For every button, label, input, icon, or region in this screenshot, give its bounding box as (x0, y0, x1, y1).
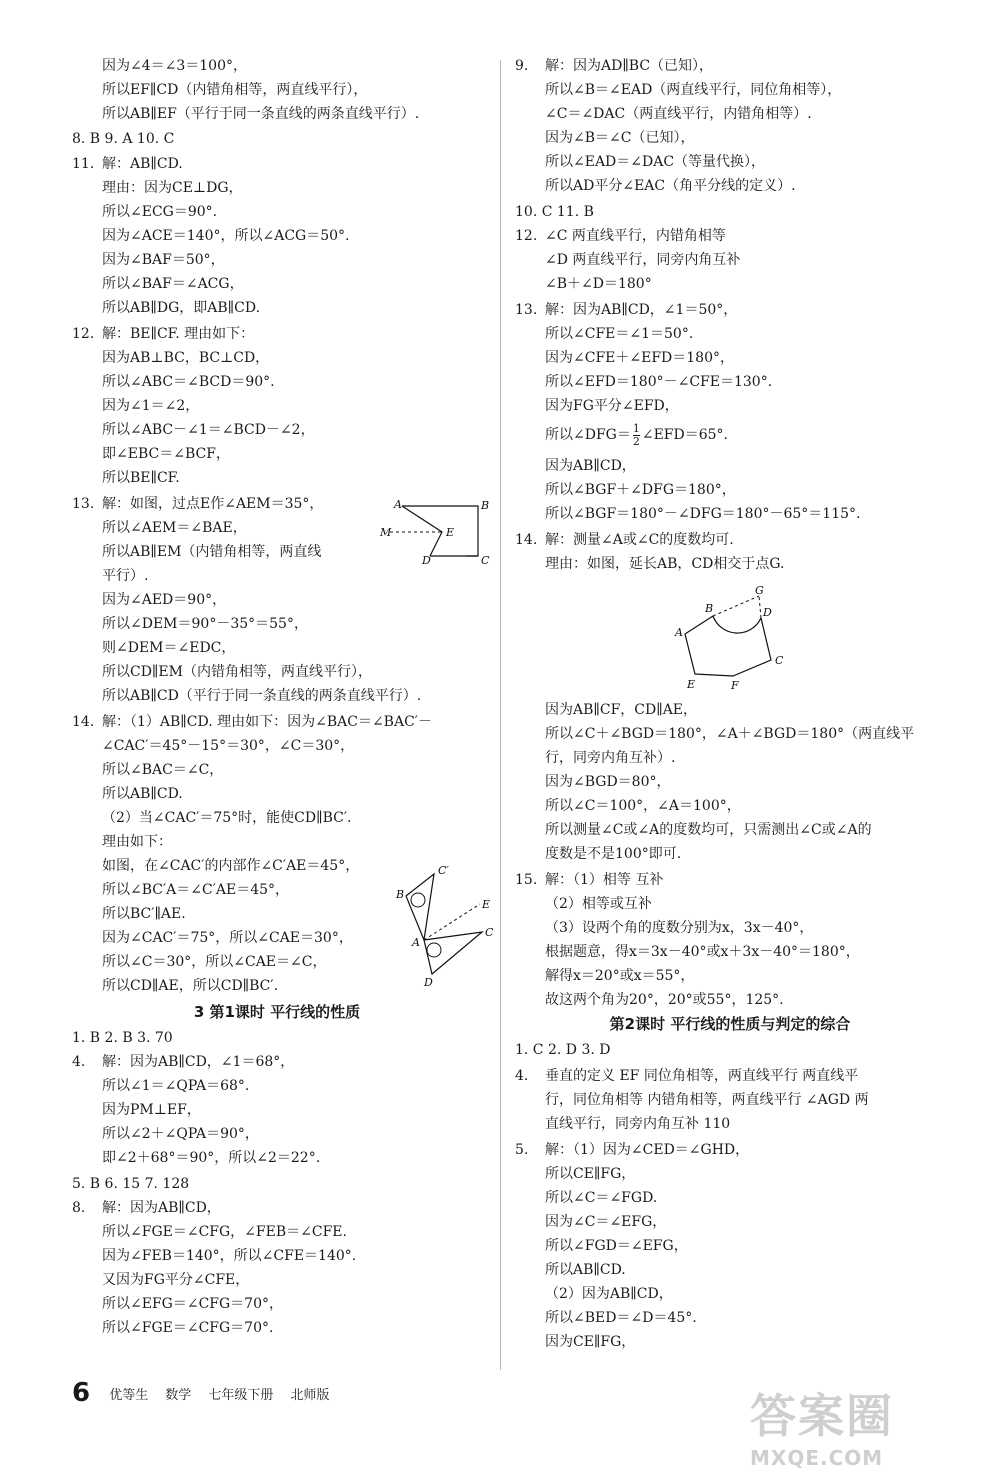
text-line: 因为PM⊥EF， (102, 1102, 201, 1118)
text-line: 因为∠CFE＋∠EFD＝180°， (545, 350, 734, 366)
problem-number: 8. (72, 1200, 86, 1216)
fig14r-label-b: B (705, 602, 714, 615)
text-line: 所以∠B＝∠EAD（两直线平行，同位角相等）， (545, 82, 842, 98)
text-line: 因为AB⊥BC，BC⊥CD， (102, 350, 270, 366)
problem-9 (515, 56, 713, 76)
problem-11 (72, 154, 183, 174)
text-line: 所以AD平分∠EAC（角平分线的定义）. (545, 178, 796, 194)
section-heading: 3 第1课时 平行线的性质 (193, 1003, 361, 1021)
text-line: 所以∠ABC＝∠BCD＝90°. (102, 374, 275, 390)
text-line: 所以∠FGE＝∠CFG＝70°. (102, 1320, 274, 1336)
text-line: 所以∠2＋∠QPA＝90°， (102, 1126, 259, 1142)
text-line: 所以AB∥EM（内错角相等，两直线 (102, 544, 322, 560)
fig14l-label-c: C (485, 926, 494, 939)
figure-problem-14-polygon (665, 586, 795, 696)
text-line: 所以∠CFE＝∠1＝50°. (545, 326, 694, 342)
text-line: 即∠EBC＝∠BCF， (102, 446, 230, 462)
section-heading: 第2课时 平行线的性质与判定的综合 (609, 1015, 851, 1033)
text-line: 所以∠BGF＝180°－∠DFG＝180°－65°＝115°. (545, 506, 861, 522)
text-line: 则∠DEM＝∠EDC， (102, 640, 236, 656)
answer-line: 1. C 2. D 3. D (515, 1042, 611, 1058)
text-line: 因为∠4＝∠3＝100°， (102, 58, 247, 74)
fig14r-label-a: A (675, 626, 683, 639)
footer-edition: 北师版 (290, 1387, 330, 1403)
text-line: 所以∠BAF＝∠ACG， (102, 276, 244, 292)
text: 解：如图，过点E作∠AEM＝35°， (102, 496, 324, 512)
page-footer (72, 1378, 342, 1408)
problem-number: 14. (72, 714, 95, 730)
watermark-text: 答案圈 (750, 1389, 894, 1443)
text-line: 所以∠FGD＝∠EFG， (545, 1238, 688, 1254)
problem-14 (72, 712, 432, 732)
text-line: 所以∠C＝30°，所以∠CAE＝∠C， (102, 954, 327, 970)
problem-13-right (515, 300, 737, 320)
problem-number: 12. (72, 326, 95, 342)
text-line: 所以∠C＋∠BGD＝180°，∠A＋∠BGD＝180°（两直线平 (545, 726, 915, 742)
text-line: 所以测量∠C或∠A的度数均可，只需测出∠C或∠A的 (545, 822, 872, 838)
text-line: 如图，在∠CAC′的内部作∠C′AE＝45°， (102, 858, 360, 874)
text-line: （2）相等或互补 (545, 896, 652, 912)
text-line: 所以∠ECG＝90°. (102, 204, 218, 220)
problem-number: 9. (515, 58, 529, 74)
fig14l-hole-upper (411, 893, 425, 907)
answer-line: 1. B 2. B 3. 70 (72, 1030, 173, 1046)
text-line: 根据题意，得x＝3x－40°或x＋3x－40°＝180°， (545, 944, 860, 960)
text-line: 所以BE∥CF. (102, 470, 180, 486)
fig14l-label-d: D (424, 976, 433, 989)
text-line: （3）设两个角的度数分别为x，3x－40°， (545, 920, 814, 936)
problem-4 (72, 1052, 294, 1072)
text-line: 即∠2＋68°＝90°，所以∠2＝22°. (102, 1150, 321, 1166)
fig14r-dashed-dg (759, 596, 761, 618)
text-line: 平行）. (102, 568, 149, 584)
text-line: 所以∠BAC＝∠C， (102, 762, 224, 778)
text-line: 因为∠BGD＝80°， (545, 774, 671, 790)
text-line: 所以CD∥AE，所以CD∥BC′. (102, 978, 279, 994)
text-line: （2）当∠CAC′＝75°时，能使CD∥BC′. (102, 810, 352, 826)
problem-13 (72, 494, 323, 514)
text-line: ∠C＝∠DAC（两直线平行，内错角相等）. (545, 106, 812, 122)
text-line-fraction (515, 422, 728, 448)
text: 解：AB∥CD. (102, 156, 183, 172)
text-line: （2）因为AB∥CD， (545, 1286, 673, 1302)
text-line: 所以CD∥EM（内错角相等，两直线平行）， (102, 664, 372, 680)
text-line: 因为CE∥FG， (545, 1334, 636, 1350)
text-line: 所以∠EFG＝∠CFG＝70°， (102, 1296, 284, 1312)
footer-grade: 七年级下册 (208, 1387, 274, 1403)
fig14l-label-e: E (482, 898, 491, 911)
fig13-label-a: A (394, 498, 402, 511)
numerator: 1 (632, 421, 640, 435)
text-line: 所以AB∥CD. (102, 786, 183, 802)
text: 解：（1）相等 互补 (545, 872, 664, 888)
text-line: 所以∠FGE＝∠CFG，∠FEB＝∠CFE. (102, 1224, 347, 1240)
fig14l-label-c1: C′ (438, 864, 449, 877)
text-line: 行，同位角相等 内错角相等，两直线平行 ∠AGD 两 (545, 1092, 869, 1108)
text: 解：（1）因为∠CED＝∠GHD， (545, 1142, 750, 1158)
text-line: 所以∠C＝100°，∠A＝100°， (545, 798, 741, 814)
text-line: 所以∠C＝∠FGD. (545, 1190, 658, 1206)
problem-number: 5. (515, 1142, 529, 1158)
problem-5-right (515, 1140, 749, 1160)
text-line: ∠B＋∠D＝180° (545, 276, 652, 292)
text-line: 又因为FG平分∠CFE， (102, 1272, 250, 1288)
fig14r-dashed-bg (713, 596, 759, 616)
problem-number: 12. (515, 228, 538, 244)
text-line: 所以AB∥DG，即AB∥CD. (102, 300, 261, 316)
text: ∠C 两直线平行，内错角相等 (545, 228, 726, 244)
text-line: 因为∠BAF＝50°， (102, 252, 225, 268)
column-divider (500, 60, 501, 1370)
text: 解：因为AB∥CD，∠1＝68°， (102, 1054, 295, 1070)
problem-number: 4. (72, 1054, 86, 1070)
text-line: 所以∠EFD＝180°－∠CFE＝130°. (545, 374, 773, 390)
text-line: 因为∠FEB＝140°，所以∠CFE＝140°. (102, 1248, 357, 1264)
text: 解：BE∥CF. 理由如下： (102, 326, 255, 342)
text: 解：测量∠A或∠C的度数均可. (545, 532, 734, 548)
text-line: 理由如下： (102, 834, 172, 850)
page-number: 6 (72, 1378, 91, 1408)
text-line: 所以∠BC′A＝∠C′AE＝45°， (102, 882, 290, 898)
answer-line: 8. B 9. A 10. C (72, 131, 175, 147)
problem-number: 13. (515, 302, 538, 318)
text-line: 因为∠CAC′＝75°，所以∠CAE＝30°， (102, 930, 353, 946)
fig14r-arc (713, 616, 761, 633)
fig14l-triangle-lower (424, 932, 482, 974)
fig13-label-d: D (422, 554, 431, 567)
fig13-label-b: B (481, 499, 490, 512)
fig14r-label-g: G (755, 584, 764, 597)
answer-line: 10. C 11. B (515, 204, 594, 220)
fig13-label-c: C (481, 554, 490, 567)
text: 解：（1）AB∥CD. 理由如下：因为∠BAC＝∠BAC′－ (102, 714, 432, 730)
text-line: 理由：如图，延长AB，CD相交于点G. (545, 556, 785, 572)
text-line: 所以CE∥FG， (545, 1166, 636, 1182)
text-line: 因为∠1＝∠2， (102, 398, 200, 414)
text-line: 所以∠DEM＝90°－35°＝55°， (102, 616, 308, 632)
footer-subject: 数学 (165, 1387, 192, 1403)
fig14r-label-e: E (687, 678, 696, 691)
fig14r-label-d: D (763, 606, 772, 619)
text-line: 理由：因为CE⊥DG， (102, 180, 243, 196)
figure-problem-13 (378, 496, 488, 566)
text-line: 所以AB∥CD. (545, 1262, 626, 1278)
text-line: 所以AB∥CD（平行于同一条直线的两条直线平行）. (102, 688, 422, 704)
text-line: 所以∠BED＝∠D＝45°. (545, 1310, 697, 1326)
text-line: 直线平行，同旁内角互补 110 (545, 1116, 731, 1132)
problem-14-right (515, 530, 734, 550)
text-line: 因为FG平分∠EFD， (545, 398, 679, 414)
text: ∠EFD＝65°. (641, 427, 729, 443)
watermark-url: MXQE.COM (750, 1446, 884, 1470)
text-line: 所以∠BGF＋∠DFG＝180°， (545, 482, 736, 498)
text-line: 因为AB∥CD， (545, 458, 636, 474)
text-line: 故这两个角为20°，20°或55°，125°. (545, 992, 784, 1008)
fig14l-hole-lower (427, 943, 441, 957)
fig14r-label-c: C (775, 654, 784, 667)
problem-12 (72, 324, 254, 344)
text: 解：因为AB∥CD，∠1＝50°， (545, 302, 738, 318)
watermark (750, 1380, 970, 1470)
answer-line: 5. B 6. 15 7. 128 (72, 1176, 190, 1192)
text-line: 所以∠EAD＝∠DAC（等量代换）， (545, 154, 766, 170)
text-line: ∠CAC′＝45°－15°＝30°，∠C＝30°， (102, 738, 355, 754)
text-line: 解得x＝20°或x＝55°， (545, 968, 695, 984)
fig13-label-e: E (446, 526, 455, 539)
problem-4-right (515, 1066, 858, 1086)
fraction-one-half (633, 423, 640, 448)
text-line: 度数是不是100°即可. (545, 846, 682, 862)
fig13-label-m: M (380, 526, 392, 539)
fig14l-dashed-ae (424, 904, 480, 940)
text: 解：因为AB∥CD， (102, 1200, 221, 1216)
problem-8 (72, 1198, 221, 1218)
text-line: 所以EF∥CD（内错角相等，两直线平行）， (102, 82, 368, 98)
text: 解：因为AD∥BC（已知）， (545, 58, 714, 74)
problem-number: 11. (72, 156, 95, 172)
problem-number: 4. (515, 1068, 529, 1084)
denominator: 2 (632, 434, 640, 448)
fig14r-label-f: F (731, 679, 739, 692)
fig14l-label-a: A (412, 936, 420, 949)
text-line: 因为∠B＝∠C（已知）， (545, 130, 695, 146)
problem-number: 14. (515, 532, 538, 548)
text: 所以∠DFG＝ (545, 427, 631, 443)
text-line: 所以∠1＝∠QPA＝68°. (102, 1078, 250, 1094)
problem-12-right (515, 226, 726, 246)
text-line: 因为∠ACE＝140°，所以∠ACG＝50°. (102, 228, 350, 244)
text-line: 所以∠ABC－∠1＝∠BCD－∠2， (102, 422, 315, 438)
text-line: 所以AB∥EF（平行于同一条直线的两条直线平行）. (102, 106, 420, 122)
problem-number: 13. (72, 496, 95, 512)
figure-problem-14-triangles (384, 862, 494, 992)
problem-number: 15. (515, 872, 538, 888)
text-line: 因为∠C＝∠EFG， (545, 1214, 667, 1230)
text-line: 行，同旁内角互补）. (545, 750, 676, 766)
text-line: 因为∠AED＝90°， (102, 592, 227, 608)
text: 垂直的定义 EF 同位角相等，两直线平行 两直线平 (545, 1068, 859, 1084)
text-line: ∠D 两直线平行，同旁内角互补 (545, 252, 741, 268)
fig14r-polygon (685, 616, 771, 676)
text-line: 所以∠AEM＝∠BAE， (102, 520, 247, 536)
text-line: 所以BC′∥AE. (102, 906, 186, 922)
text-line: 因为AB∥CF，CD∥AE， (545, 702, 698, 718)
fig14l-label-b: B (396, 888, 405, 901)
footer-brand: 优等生 (109, 1387, 149, 1403)
fig13-path-ae (402, 506, 442, 556)
problem-15 (515, 870, 663, 890)
